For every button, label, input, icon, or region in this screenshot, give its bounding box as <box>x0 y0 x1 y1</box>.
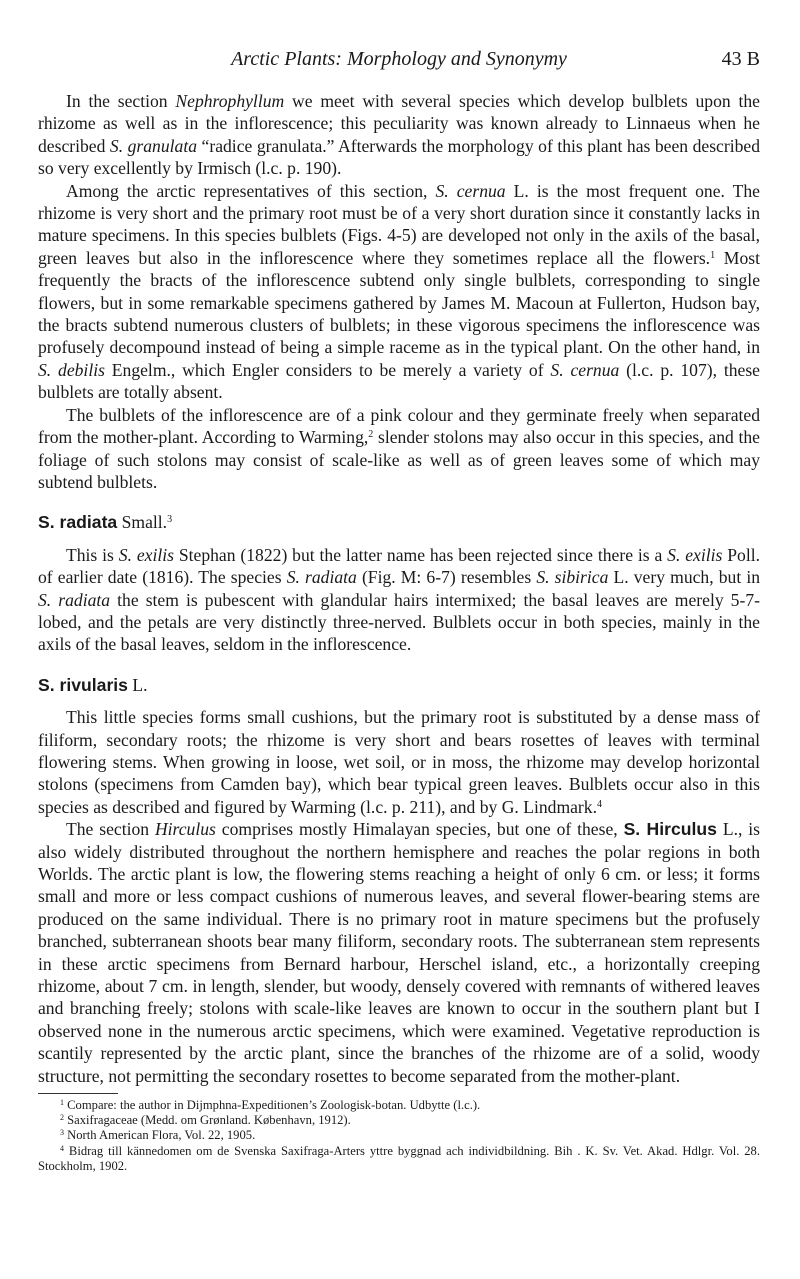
text-span: we meet with several species which develop bulblets upon the rhizome as well as in the inflorescence; this peculiarity was known already to Linnaeus when he described <box>38 91 760 156</box>
footnote-number: 3 <box>60 1128 64 1138</box>
text-span: Stephan (1822) but the latter name has been rejected since there is a <box>173 544 668 565</box>
footnote-ref: 4 <box>597 798 602 810</box>
species-name-bold: S. Hirculus <box>623 819 717 840</box>
footnote-number: 1 <box>60 1098 64 1108</box>
species-heading-rivularis <box>38 674 760 696</box>
text-span: This is <box>66 544 119 565</box>
paragraph-rivularis <box>38 706 760 818</box>
running-head <box>38 48 760 84</box>
paragraph-cernua <box>38 180 760 404</box>
footnote-ref: 1 <box>710 249 716 261</box>
footnote-text: Compare: the author in Dijmphna-Expeditionen’s Zoologisk-botan. Udbytte (l.c.). <box>64 1098 481 1113</box>
species-name: S. radiata <box>38 512 118 533</box>
footnote <box>38 1113 760 1128</box>
text-span: Poll. of earlier date (1816). The species <box>38 544 761 588</box>
text-span: The bulblets of the inflorescence are of a pink colour and they germinate freely when separated from the mother-plant. According to Warming, <box>38 404 760 448</box>
footnote-text: Bidrag till kännedomen om de Svenska Saxifraga-Arters yttre byggnad ach individbildning. Bih . K. Sv. Vet. Akad. Hdlgr. Vol. 28. Stockholm, 1902. <box>38 1143 760 1173</box>
taxon-name: S. sibirica <box>536 567 609 588</box>
text-span: comprises mostly Himalayan species, but one of these, <box>215 819 624 840</box>
page-number: 43 B <box>721 48 760 70</box>
footnote-number: 4 <box>60 1143 64 1153</box>
taxon-name: Hirculus <box>154 819 216 840</box>
running-title: Arctic Plants: Morphology and Synonymy <box>231 48 567 70</box>
taxon-name: S. exilis <box>667 544 723 565</box>
paragraph-hirculus <box>38 818 760 1087</box>
taxon-name: S. exilis <box>118 544 174 565</box>
taxon-name: S. cernua <box>435 180 506 201</box>
text-span: L. very much, but in <box>608 567 761 588</box>
body-text <box>38 90 760 1087</box>
text-span: In the section <box>66 91 176 111</box>
taxon-name: S. granulata <box>109 135 198 156</box>
footnote-divider <box>38 1093 118 1094</box>
text-span: This little species forms small cushions, but the primary root is substituted by a dense mass of filiform, secondary roots; the rhizome is very short and bears rosettes of leaves with terminal flowering stems. When growing in loose, wet soil, or in moss, the rhizome may develop horizontal stolons (specimens from Camden bay), which bear typical green leaves. Bulblets occur also in this species as described and figured by Warming (l.c. p. 211), and by G. Lindmark. <box>38 707 760 817</box>
species-heading-radiata <box>38 511 760 533</box>
footnote <box>38 1098 760 1113</box>
footnote-text: North American Flora, Vol. 22, 1905. <box>64 1128 256 1143</box>
text-span: The section <box>66 819 155 840</box>
page <box>38 48 760 1174</box>
text-span: Among the arctic representatives of this section, <box>66 180 436 201</box>
text-span: “radice granulata.” Afterwards the morphology of this plant has been described so very excellently by Irmisch (l.c. p. 190). <box>38 135 761 179</box>
species-name: S. rivularis <box>38 674 128 695</box>
footnotes <box>38 1098 760 1174</box>
text-span: Most frequently the bracts of the inflorescence subtend only single bulblets, corresponding to single flowers, but in some remarkable specimens gathered by James M. Macoun at Fullerton, Hudson bay, the bracts subtend numerous clusters of bulblets; in these vigorous specimens the inflorescence was profusely decompound instead of being a simple raceme as in the typical plant. On the other hand, in <box>38 247 760 358</box>
text-span: (l.c. p. 107), these bulblets are totally absent. <box>38 359 760 403</box>
taxon-name: S. radiata <box>38 589 111 610</box>
taxon-name: Nephrophyllum <box>175 91 285 111</box>
footnote-ref: 2 <box>368 429 374 441</box>
text-span: L., is also widely distributed throughout the northern hemisphere and reaches the polar regions in both Worlds. The arctic plant is low, the flowering stems reaching a height of only 6 cm. or less; it forms small and more or less compact cushions of numerous leaves, and several flower-bearing stems are produced on the same individual. There is no primary root in mature specimens but the profusely branched, subterranean shoots bear many filiform, secondary roots. The subterranean stem represents in these arctic specimens from Bernard harbour, Herschel island, etc., a horizontally creeping rhizome, about 7 cm. in length, slender, but woody, densely covered with remnants of withered leaves and branching freely; stolons with scale-like leaves are known to occur in the southern plant but I observed none in the numerous arctic specimens, which were examined. Vegetative reproduction is scantily represented by the arctic plant, since the branches of the rhizome are of a solid, woody structure, not permitting the secondary rosettes to become separated from the mother-plant. <box>38 819 760 1086</box>
text-span: slender stolons may also occur in this species, and the foliage of such stolons may consist of scale-like as well as of green leaves some of which may subtend bulblets. <box>38 427 760 492</box>
footnote-text: Saxifragaceae (Medd. om Grønland. København, 1912). <box>64 1113 351 1128</box>
text-span: L. is the most frequent one. The rhizome is very short and the primary root must be of a very short duration since it constantly lacks in mature specimens. In this species bulblets (Figs. 4-5) are developed not only in the axils of the basal, green leaves but also in the inflorescence where they sometimes replace all the flowers. <box>38 180 760 268</box>
taxon-name: S. debilis <box>38 359 105 380</box>
taxon-name: S. cernua <box>550 359 620 380</box>
paragraph-bulblets <box>38 404 760 494</box>
text-span: the stem is pubescent with glandular hairs intermixed; the basal leaves are merely 5-7-lobed, and the petals are very distinctly three-nerved. Bulblets occur in both species, mainly in the axils of the basal leaves, seldom in the inflorescence. <box>38 589 760 655</box>
paragraph-nephrophyllum <box>38 90 760 180</box>
text-span: Engelm., which Engler considers to be merely a variety of <box>104 359 551 380</box>
species-author: L. <box>127 674 148 695</box>
footnote-ref: 3 <box>167 514 173 526</box>
taxon-name: S. radiata <box>286 567 357 588</box>
footnote <box>38 1128 760 1143</box>
footnote-number: 2 <box>60 1113 64 1123</box>
footnote <box>38 1144 760 1174</box>
text-span: (Fig. M: 6-7) resembles <box>356 567 537 588</box>
species-author: Small. <box>117 512 168 533</box>
paragraph-radiata <box>38 544 760 656</box>
